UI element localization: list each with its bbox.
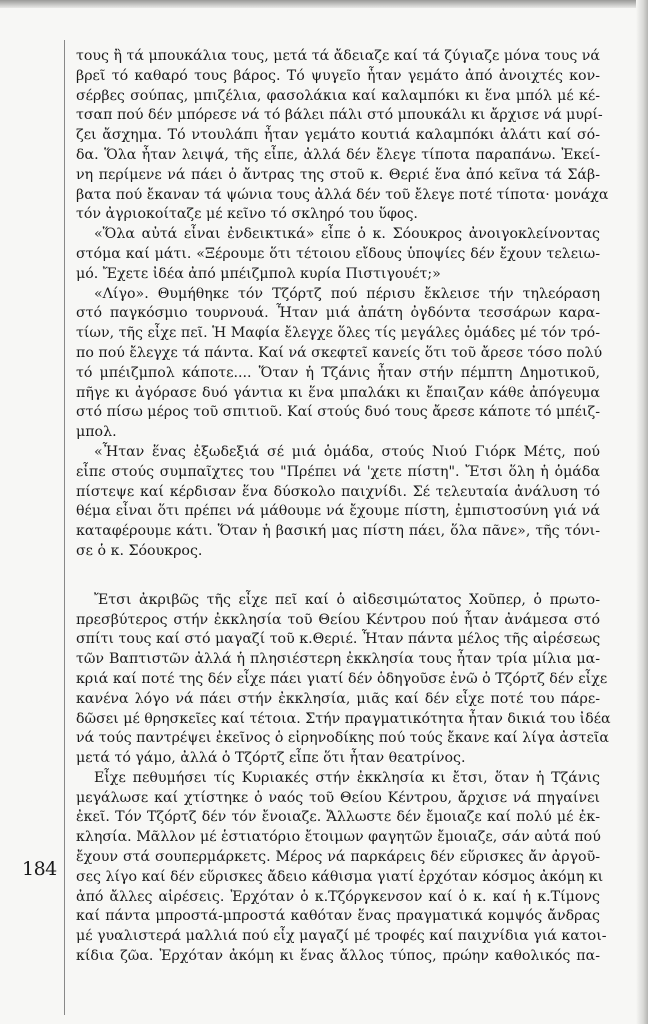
text-line: σπίτι τους καί στό μαγαζί τοῦ κ.Θεριέ. Ἦταν πάντα μέλος τῆς αἱρέσεως (76, 631, 601, 648)
text-line: κλησία. Μᾶλλον μέ ἑστιατόριο ἔτοιμων φαγητῶν ἔμοιαζε, σάν αὐτά πού (76, 829, 601, 846)
text-line: ἐκεῖ. Τόν Τζόρτζ δέν τόν ἔνοιαζε. Ἄλλωστε δέν ἔμοιαζε καί πολύ μέ ἐκ- (76, 809, 600, 826)
text-line: θέμα εἶναι ὅτι πρέπει νά μάθουμε νά ἔχουμε πίστη, ἐμπιστοσύνη γιά νά (76, 503, 600, 520)
text-line: πο πού ἔλεγχε τά πάντα. Καί νά σκεφτεῖ κανείς ὅτι τοῦ ἄρεσε τόσο πολύ (76, 344, 603, 361)
text-line: τίων, τῆς εἶχε πεῖ. Ἡ Μαφία ἔλεγχε ὅλες τίς μεγάλες ὁμάδες μέ τόν τρό- (76, 325, 600, 342)
scan-right-edge (636, 0, 648, 1024)
text-line: τό μπέιζμπολ κάποτε.... Ὅταν ἡ Τζάνις ἦταν στήν πέμπτη Δημοτικοῦ, (76, 364, 600, 381)
paragraph (76, 225, 600, 284)
paragraph (76, 443, 600, 562)
text-line: «Ἦταν ἕνας ἐξωδεξιά σέ μιά ὁμάδα, στούς Νιού Γιόρκ Μέτς, πού (94, 443, 600, 460)
text-line: νη περίμενε νά πάει ὁ ἄντρας της στοῦ κ. Θεριέ ἕνα ἀπό κεῖνα τά Σάβ- (76, 166, 600, 183)
section-break (76, 562, 600, 591)
text-line: νά τούς παντρέψει ἐκεῖνος ὁ εἰρηνοδίκης πού τούς ἔκανε καί λίγα ἀστεῖα (76, 730, 609, 747)
text-line: ζει ἄσχημα. Τό ντουλάπι ἦταν γεμάτο κουτιά καλαμπόκι ἁλάτι καί σό- (76, 127, 600, 144)
text-line: ἀπό ἄλλες αἱρέσεις. Ἐρχόταν ὁ κ.Τζόργκενσον καί ὁ κ. καί ἡ κ.Τίμονς (76, 888, 600, 905)
text-line: «Ὅλα αὐτά εἶναι ἐνδεικτικά» εἶπε ὁ κ. Σόουκρος ἀνοιγοκλείνοντας (94, 226, 600, 243)
text-line: βρεῖ τό καθαρό τους βάρος. Τό ψυγεῖο ἦταν γεμάτο ἀπό ἀνοιχτές κον- (76, 67, 600, 84)
paragraph (76, 47, 609, 225)
text-line: τους ἢ τά μπουκάλια τους, μετά τά ἄδειαζε καί τά ζύγιαζε μόνα τους νά (76, 48, 600, 64)
text-line: καί πάντα μπροστά-μπροστά καθόταν ἕνας πραγματικά κομψός ἄνδρας (76, 908, 600, 925)
scan-top-edge (0, 0, 648, 8)
paragraph (76, 769, 607, 967)
text-line: τόν ἀγριοκοίταζε μέ κεῖνο τό σκληρό του ὕφος. (76, 206, 418, 223)
text-line: μπολ. (76, 424, 117, 441)
text-line: Εἶχε πεθυμήσει τίς Κυριακές στήν ἐκκλησία κι ἔτσι, ὅταν ἡ Τζάνις (94, 769, 600, 786)
text-line: «Λίγο». Θυμήθηκε τόν Τζόρτζ πού πέρισυ ἔκλεισε τήν τηλεόραση (94, 285, 600, 302)
margin-rule (64, 40, 65, 1015)
text-line: τῶν Βαπτιστῶν ἀλλά ἡ πλησιέστερη ἐκκλησία τους ἦταν τρία μίλια μα- (76, 651, 600, 668)
text-line: μετά τό γάμο, ἀλλά ὁ Τζόρτζ εἶπε ὅτι ἦταν θεατρίνος. (76, 750, 466, 767)
text-line: ἔχουν στά σουπερμάρκετς. Μέρος νά παρκάρεις δέν εὕρισκες ἄν ἀργοῦ- (76, 849, 600, 866)
text-line: μέ γυαλιστερά μαλλιά πού εἶχ μαγαζί μέ τροφές καί παιχνίδια γιά κατοι- (76, 928, 607, 945)
text-line: κανένα λόγο νά πάει στήν ἐκκλησία, μιᾶς καί δέν εἶχε ποτέ του πάρε- (76, 690, 600, 707)
text-line: τσαπ πού δέν μπόρεσε νά τό βάλει πάλι στό μπουκάλι κι ἄρχισε νά μυρί- (76, 107, 603, 124)
text-line: σέρβες σούπας, μπιζέλια, φασολάκια καί καλαμπόκι κι ἕνα μπόλ μέ κέ- (76, 87, 600, 104)
body-text (76, 47, 611, 967)
text-line: εἶπε στούς συμπαῖχτες του "Πρέπει νά 'χετε πίστη". Ἔτσι ὅλη ἡ ὁμάδα (76, 463, 600, 480)
text-line: κριά καί ποτέ της δέν εἶχε πάει γιατί δέν ὁδηγοῦσε ἐνῶ ὁ Τζόρτζ δέν εἶχε (76, 670, 608, 687)
text-line: πῆγε κι ἀγόρασε δυό γάντια κι ἕνα μπαλάκι κι ἔπαιζαν κάθε ἀπόγευμα (76, 384, 600, 401)
text-line: μεγάλωσε καί χτίστηκε ὁ ναός τοῦ Θείου Κέντρου, ἄρχισε νά πηγαίνει (76, 789, 600, 806)
paragraph (76, 591, 611, 769)
text-line: πρεσβύτερος στήν ἐκκλησία τοῦ Θείου Κέντρου πού ἦταν ἀνάμεσα στό (76, 611, 600, 628)
text-line: στό πίσω μέρος τοῦ σπιτιοῦ. Καί στούς δυό τους ἄρεσε κάποτε τό μπέιζ- (76, 404, 600, 421)
text-line: πίστεψε καί κέρδισαν ἕνα δύσκολο παιχνίδι. Σέ τελευταία ἀνάλυση τό (76, 483, 600, 500)
page-number: 184 (22, 858, 57, 880)
text-line: δῶσει μέ θρησκεῖες καί τέτοια. Στήν πραγματικότητα ἦταν δικιά του ἰδέα (76, 710, 611, 727)
paragraph (76, 285, 603, 443)
text-line: σες λίγο καί δέν εὕρισκες ἄδειο κάθισμα γιατί ἐρχόταν κόσμος ἀκόμη κι (76, 868, 604, 885)
text-line: στόμα καί μάτι. «Ξέρουμε ὅτι τέτοιου εἴδους ὑποψίες δέν ἔχουν τελειω- (76, 245, 600, 262)
text-line: δα. Ὅλα ἦταν λειψά, τῆς εἶπε, ἀλλά δέν ἔλεγε τίποτα παραπάνω. Ἐκεί- (76, 146, 600, 163)
text-line: κίδια ζῶα. Ἐρχόταν ἀκόμη κι ἕνας ἄλλος τύπος, πρώην καθολικός πα- (76, 948, 600, 965)
text-line: καταφέρουμε κάτι. Ὅταν ἡ βασική μας πίστη πάει, ὅλα πᾶνε», τῆς τόνι- (76, 523, 600, 540)
text-line: Ἔτσι ἀκριβῶς τῆς εἶχε πεῖ καί ὁ αἰδεσιμώτατος Χοῦπερ, ὁ πρωτο- (94, 591, 600, 608)
text-line: σε ὁ κ. Σόουκρος. (76, 542, 203, 559)
text-line: βατα πού ἔκαναν τά ψώνια τους ἀλλά δέν τοῦ ἔλεγε ποτέ τίποτα· μονάχα (76, 186, 609, 203)
text-line: μό. Ἔχετε ἰδέα ἀπό μπέιζμπολ κυρία Πιστιγουέτ;» (76, 265, 441, 282)
text-line: στό παγκόσμιο τουρνουά. Ἦταν μιά ἀπάτη ὀγδόντα τεσσάρων καρα- (76, 305, 600, 322)
